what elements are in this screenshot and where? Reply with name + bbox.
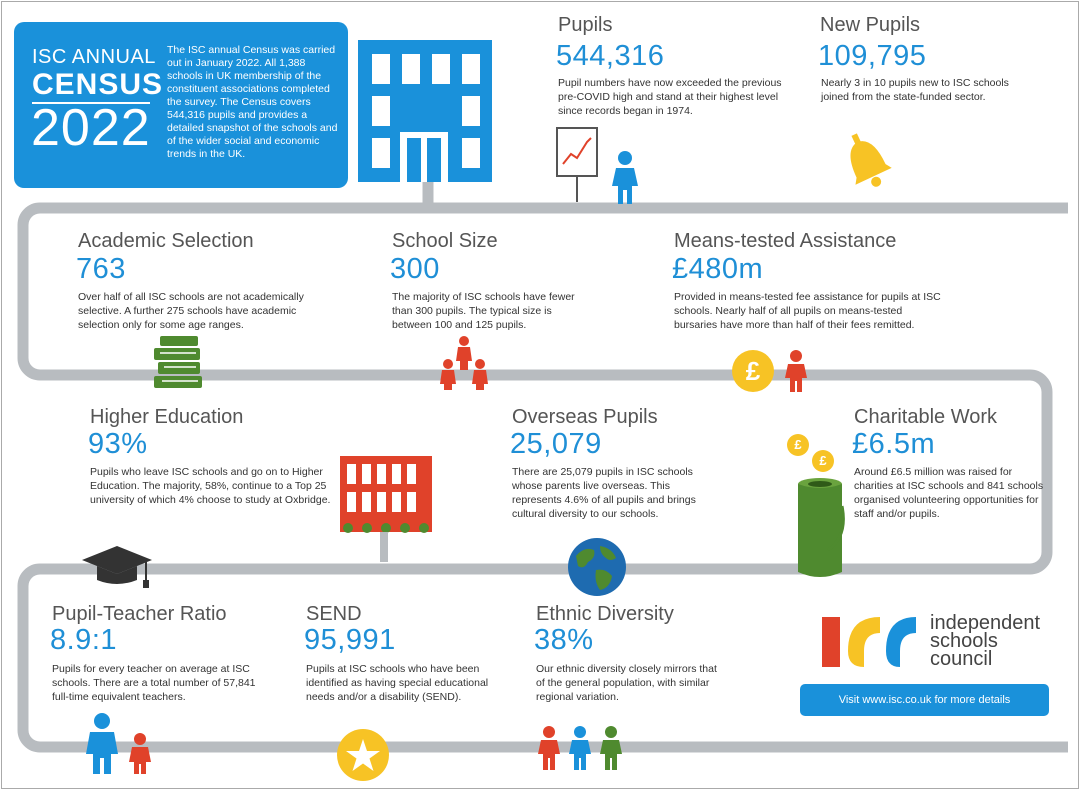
higher-education-heading: Higher Education [90,406,244,428]
pupils-value: 544,316 [556,40,665,72]
census-title-box [14,22,348,188]
new-pupils-text: Nearly 3 in 10 pupils new to ISC schools joined from the state-funded sector. [821,77,1009,103]
globe-icon [566,536,628,598]
ratio-value: 8.9:1 [50,624,117,656]
isc-logo-icon [818,614,920,670]
university-building-icon [340,456,432,564]
books-icon [152,334,204,390]
ethnic-value: 38% [534,624,594,656]
star-badge-icon [336,728,390,782]
means-tested-text: Provided in means-tested fee assistance for pupils at ISC schools. Nearly half of all pupils on means-tested bursaries have more than half of their fees remitted. [674,291,941,331]
pupils-text: Pupil numbers have now exceeded the previous pre-COVID high and stand at their highest level since records began in 1974. [558,77,782,117]
academic-selection-text: Over half of all ISC schools are not academically selective. A further 275 schools have academic selection only for some age ranges. [78,291,304,331]
new-pupils-value: 109,795 [818,40,927,72]
title-big: CENSUS [32,68,164,101]
growth-chart-icon [555,126,600,202]
ethnic-text: Our ethnic diversity closely mirrors that of the general population, with similar regional variation. [536,663,717,703]
means-tested-value: £480m [672,253,764,285]
academic-selection-value: 763 [76,253,126,285]
logo-wordmark [930,614,1040,668]
overseas-heading: Overseas Pupils [512,406,658,428]
academic-selection-heading: Academic Selection [78,230,254,252]
title-small: ISC ANNUAL [32,46,156,68]
school-size-text: The majority of ISC schools have fewer than 300 pupils. The typical size is between 100 and 125 pupils. [392,291,575,331]
overseas-text: There are 25,079 pupils in ISC schools whose parents live overseas. This represents 4.6% of all pupils and brings cultural diversity to our schools. [512,466,696,520]
school-bell-icon [830,124,902,196]
ratio-heading: Pupil-Teacher Ratio [52,603,227,625]
higher-education-value: 93% [88,428,148,460]
census-description: The ISC annual Census was carried out in January 2022. All 1,388 schools in UK membership of the constituent associations completed the survey. The Census covers 544,316 pupils and provides a detailed snapshot of the schools and of the wider social and economic trends in the UK. [167,44,338,160]
send-text: Pupils at ISC schools who have been identified as having special educational needs and/or a disability (SEND). [306,663,489,703]
pupils-group-icon [434,334,494,390]
diverse-pupils-icon [536,726,626,770]
collection-tin-icon [792,476,848,584]
send-value: 95,991 [304,624,396,656]
higher-education-text: Pupils who leave ISC schools and go on to Higher Education. The majority, 58%, continue to a Top 25 university of which 4% choose to study at Oxbridge. [90,466,331,506]
teacher-and-pupil-icon [82,712,160,774]
overseas-value: 25,079 [510,428,602,460]
graduation-cap-icon [80,544,154,592]
logo-line-1: independent [930,612,1041,634]
visit-website-button[interactable]: Visit www.isc.co.uk for more details [800,684,1049,716]
title-year: 2022 [31,99,151,157]
pound-coin-icon: £ [732,350,774,392]
ethnic-heading: Ethnic Diversity [536,603,674,625]
coin-icon: £ [812,450,834,472]
send-heading: SEND [306,603,362,625]
pupil-icon [782,350,810,392]
charitable-heading: Charitable Work [854,406,998,428]
ratio-text: Pupils for every teacher on average at ISC schools. There are a total number of 57,841 full-time equivalent teachers. [52,663,256,703]
school-building-icon [358,40,492,182]
coin-icon: £ [787,434,809,456]
pupil-icon [610,150,640,204]
new-pupils-heading: New Pupils [820,14,921,36]
logo-line-3: council [930,648,993,670]
school-size-value: 300 [390,253,440,285]
pupils-heading: Pupils [558,14,613,36]
school-size-heading: School Size [392,230,498,252]
logo-line-2: schools [930,630,998,652]
charitable-value: £6.5m [852,428,936,460]
means-tested-heading: Means-tested Assistance [674,230,897,252]
charitable-text: Around £6.5 million was raised for charities at ISC schools and 841 schools organised volunteering opportunities for staff and/or pupils. [854,466,1044,520]
